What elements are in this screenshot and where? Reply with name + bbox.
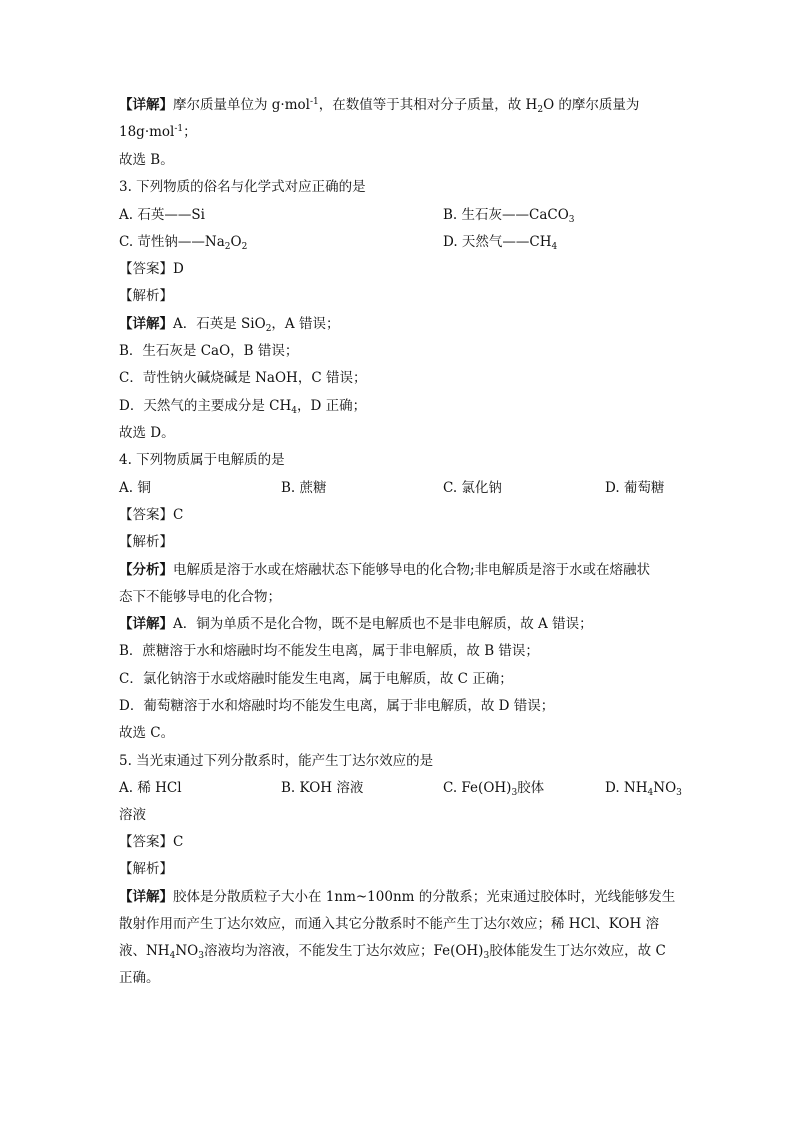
detail-tag: 【详解】 [119, 97, 173, 113]
q5-answer: 【答案】C [119, 834, 184, 850]
q3-option-b: B. 生石灰——CaCO$_3$ [443, 207, 575, 225]
q3-option-d: D. 天然气$——CH_4$ [443, 234, 558, 252]
q4-conclusion: 故选 C。 [119, 725, 175, 741]
q5-option-a: A. 稀 HCl [119, 780, 182, 796]
q3-detail-line: C．苛性钠火碱烧碱是 NaOH，C 错误； [119, 370, 367, 386]
q4-option-a: A. 铜 [119, 480, 151, 496]
q5-analysis-heading: 【解析】 [119, 861, 173, 877]
q5-option-d-wrap: 溶液 [119, 807, 146, 823]
q4-analysis-heading: 【解析】 [119, 534, 173, 550]
q4-analysis-line: 【分析】电解质是溶于水或在熔融状态下能够导电的化合物;非电解质是溶于水或在熔融状 [119, 562, 651, 578]
q3-option-a: A. 石英——Si [119, 207, 205, 223]
q5-detail-line: 散射作用而产生丁达尔效应，而通入其它分散系时不能产生丁达尔效应；稀 HCl、KOH 溶 [119, 916, 660, 932]
q4-option-d: D. 葡萄糖 [605, 480, 665, 496]
q4-answer: 【答案】C [119, 507, 184, 523]
conclusion-line: 故选 B。 [119, 152, 174, 168]
q5-detail-line: 液、$NH_4NO_3$溶液均为溶液，不能发生丁达尔效应；$Fe(OH)_3$胶体能发生丁达尔效应，故 C [119, 943, 666, 961]
q3-answer: 【答案】D [119, 261, 184, 277]
q4-option-b: B. 蔗糖 [281, 480, 327, 496]
q5-option-c: C. $Fe(OH)_3$胶体 [443, 780, 545, 798]
q3-analysis-heading: 【解析】 [119, 288, 173, 304]
question-3-stem: 3. 下列物质的俗名与化学式对应正确的是 [119, 179, 366, 195]
q4-detail-line: C．氯化钠溶于水或熔融时能发生电离，属于电解质，故 C 正确； [119, 671, 513, 687]
q4-detail-line: 【详解】A．铜为单质不是化合物，既不是电解质也不是非电解质，故 A 错误； [119, 616, 593, 632]
q5-detail-line: 正确。 [119, 970, 160, 986]
question-4-stem: 4. 下列物质属于电解质的是 [119, 452, 285, 468]
q5-detail-line: 【详解】胶体是分散质粒子大小在 1nm~100nm 的分散系；光束通过胶体时，光线能够发生 [119, 889, 676, 905]
q5-option-d: D. $NH_4NO_3$ [605, 780, 682, 798]
detail-line: 【详解】摩尔质量单位为 g·mol$^{-1}$，在数值等于其相对分子质量，故 $H_2O$ 的摩尔质量为 [119, 97, 640, 115]
q4-option-c: C. 氯化钠 [443, 480, 502, 496]
q3-conclusion: 故选 D。 [119, 425, 175, 441]
q3-detail-line: D．天然气的主要成分是 $CH_4$，D 正确； [119, 398, 367, 416]
q3-detail-line: 【详解】A．石英是 SiO$_2$，A 错误； [119, 316, 340, 334]
q3-option-c: C. 苛性钠$——Na_2O_2$ [119, 234, 248, 252]
q4-detail-line: B．蔗糖溶于水和熔融时均不能发生电离，属于非电解质，故 B 错误； [119, 643, 539, 659]
q5-option-b: B. KOH 溶液 [281, 780, 364, 796]
detail-line: 18g·mol$^{-1}$； [119, 124, 197, 140]
q4-analysis-line: 态下不能够导电的化合物； [119, 589, 281, 605]
q4-detail-line: D．葡萄糖溶于水和熔融时均不能发生电离，属于非电解质，故 D 错误； [119, 698, 555, 714]
question-5-stem: 5. 当光束通过下列分散系时，能产生丁达尔效应的是 [119, 753, 434, 769]
q3-detail-line: B．生石灰是 CaO，B 错误； [119, 343, 299, 359]
